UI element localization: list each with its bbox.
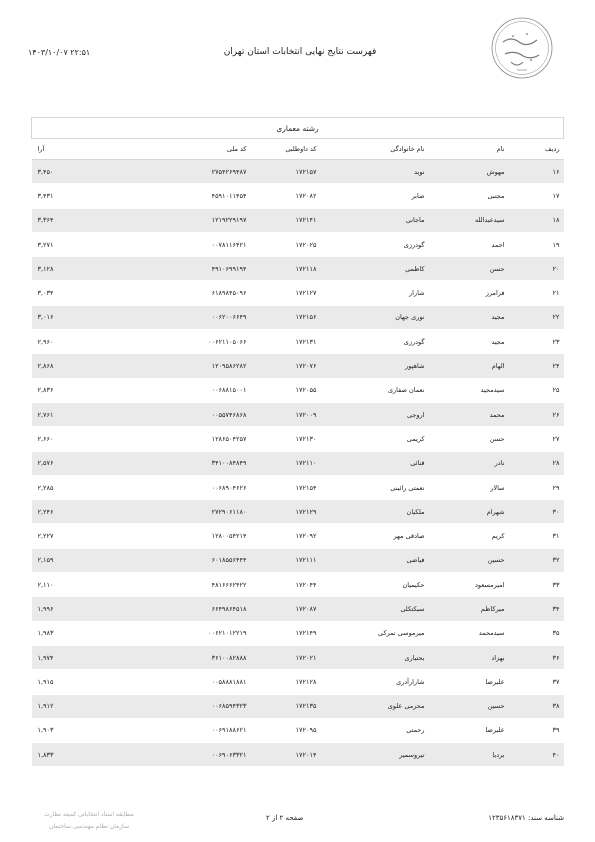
table-row [32,402,564,426]
cell-votes: ۱,۹۹۶ [32,597,136,621]
cell-national-id: ۰۰۶۲۰۰۶۶۴۹ [136,305,251,329]
cell-first-name: بردیا [429,743,509,767]
cell-row-number: ۴۰ [509,743,564,767]
cell-votes: ۱,۹۰۳ [32,718,136,742]
cell-first-name: نادر [429,451,509,475]
cell-last-name: اروجی [321,402,429,426]
cell-row-number: ۳۳ [509,573,564,597]
cell-candidate-code: ۱۷۲۰۵۵ [251,378,321,402]
cell-last-name: صادقی مهر [321,524,429,548]
cell-last-name: شاهپور [321,354,429,378]
cell-candidate-code: ۱۷۲۰۹۲ [251,524,321,548]
cell-candidate-code: ۱۷۲۱۱۱ [251,548,321,572]
table-row [32,718,564,742]
cell-row-number: ۲۹ [509,475,564,499]
cell-last-name: صابر [321,184,429,208]
cell-first-name: مهوش [429,160,509,184]
cell-last-name: میرموسی نمرکی [321,621,429,645]
cell-first-name: سیدمجید [429,378,509,402]
cell-last-name: ملکیان [321,500,429,524]
cell-row-number: ۳۴ [509,597,564,621]
cell-first-name: فرامرز [429,281,509,305]
table-row [32,597,564,621]
cell-national-id: ۰۰۶۲۱۱۰۵۰۶۶ [136,330,251,354]
table-row [32,354,564,378]
cell-national-id: ۶۰۱۸۵۵۶۴۴۴ [136,548,251,572]
cell-last-name: شارارآدری [321,670,429,694]
table-row [32,330,564,354]
cell-votes: ۳,۰۱۶ [32,305,136,329]
cell-votes: ۳,۴۵۰ [32,160,136,184]
report-date: ۱۴۰۳/۱۰/۰۷ ۲۲:۵۱ [28,48,91,57]
cell-candidate-code: ۱۷۲۱۵۷ [251,160,321,184]
cell-first-name: مجتبی [429,184,509,208]
cell-first-name: علیرضا [429,670,509,694]
cell-row-number: ۳۵ [509,621,564,645]
table-row [32,232,564,256]
cell-votes: ۱,۹۷۴ [32,645,136,669]
cell-last-name: نوری جهان [321,305,429,329]
cell-candidate-code: ۱۷۲۱۴۹ [251,621,321,645]
table-row [32,573,564,597]
cell-votes: ۱,۹۸۳ [32,621,136,645]
cell-row-number: ۱۹ [509,232,564,256]
cell-candidate-code: ۱۷۲۰۰۹ [251,402,321,426]
cell-national-id: ۰۰۶۲۱۰۱۲۲۱۹ [136,621,251,645]
cell-national-id: ۰۰۶۸۹۰۴۶۲۶ [136,475,251,499]
cell-national-id: ۰۰۶۸۵۹۴۳۲۳ [136,694,251,718]
group-title: رشته معماری [32,118,564,139]
document-number: شناسه سند: ۱۲۳۵۶۱۸۳۷۱ [488,814,564,822]
cell-votes: ۲,۷۶۱ [32,402,136,426]
cell-last-name: کریمی [321,427,429,451]
cell-first-name: سیدمحمد [429,621,509,645]
cell-candidate-code: ۱۷۲۱۳۰ [251,427,321,451]
cell-first-name: علیرضا [429,718,509,742]
cell-votes: ۲,۸۳۶ [32,378,136,402]
cell-first-name: حسن [429,257,509,281]
cell-national-id: ۱۲۱۹۲۲۹۱۹۷ [136,208,251,232]
cell-national-id: ۱۲۸۰۰۵۴۲۱۴ [136,524,251,548]
table-row [32,257,564,281]
cell-row-number: ۳۸ [509,694,564,718]
cell-votes: ۲,۵۷۶ [32,451,136,475]
col-header-first-name: نام [429,139,509,160]
cell-last-name: نعمان صفاری [321,378,429,402]
table-row [32,184,564,208]
cell-candidate-code: ۱۷۲۱۵۶ [251,305,321,329]
cell-row-number: ۳۲ [509,548,564,572]
cell-votes: ۲,۲۸۵ [32,475,136,499]
cell-votes: ۲,۲۴۶ [32,500,136,524]
cell-national-id: ۰۰۵۸۸۸۱۸۸۱ [136,670,251,694]
cell-national-id: ۶۱۸۹۸۴۵۰۹۶ [136,281,251,305]
col-header-national-id: کد ملی [136,139,251,160]
results-table-container [31,117,564,767]
cell-candidate-code: ۱۷۲۰۸۲ [251,184,321,208]
cell-row-number: ۲۸ [509,451,564,475]
results-table [31,117,564,767]
cell-first-name: احمد [429,232,509,256]
cell-votes: ۲,۱۱۰ [32,573,136,597]
cell-votes: ۳,۱۲۸ [32,257,136,281]
cell-first-name: میرکاظم [429,597,509,621]
cell-row-number: ۳۱ [509,524,564,548]
cell-votes: ۲,۲۲۷ [32,524,136,548]
cell-first-name: مجید [429,330,509,354]
cell-row-number: ۲۲ [509,305,564,329]
cell-candidate-code: ۱۷۲۱۳۵ [251,694,321,718]
cell-row-number: ۳۹ [509,718,564,742]
cell-national-id: ۴۸۱۶۶۶۲۴۲۲ [136,573,251,597]
cell-candidate-code: ۱۷۲۱۱۸ [251,257,321,281]
cell-row-number: ۲۴ [509,354,564,378]
cell-national-id: ۰۰۶۹۱۸۸۶۲۱ [136,718,251,742]
cell-row-number: ۱۸ [509,208,564,232]
cell-row-number: ۱۷ [509,184,564,208]
cell-national-id: ۱۲۸۶۵۰۴۲۵۷ [136,427,251,451]
cell-national-id: ۰۰۵۵۷۴۶۸۶۸ [136,402,251,426]
cell-last-name: محرمی علوی [321,694,429,718]
table-row [32,670,564,694]
cell-last-name: رحمتی [321,718,429,742]
cell-votes: ۱,۹۱۲ [32,694,136,718]
cell-row-number: ۲۵ [509,378,564,402]
page-title: فهرست نتایج نهایی انتخابات استان تهران [223,47,377,57]
cell-national-id: ۰۰۶۹۰۶۳۳۲۱ [136,743,251,767]
cell-last-name: قنائی [321,451,429,475]
cell-last-name: گودرزی [321,232,429,256]
cell-first-name: سالار [429,475,509,499]
cell-row-number: ۲۰ [509,257,564,281]
table-row [32,524,564,548]
cell-row-number: ۱۶ [509,160,564,184]
cell-last-name: ماجانی [321,208,429,232]
cell-national-id: ۲۷۵۴۲۶۹۴۸۷ [136,160,251,184]
cell-last-name: فیاضی [321,548,429,572]
cell-first-name: شهرام [429,500,509,524]
cell-candidate-code: ۱۷۲۰۱۴ [251,743,321,767]
cell-first-name: بهزاد [429,645,509,669]
cell-row-number: ۳۷ [509,670,564,694]
cell-national-id: ۱۲۰۹۵۸۶۲۸۲ [136,354,251,378]
col-header-candidate-code: کد داوطلبی [251,139,321,160]
cell-national-id: ۴۵۹۱۰۱۱۴۵۴ [136,184,251,208]
cell-candidate-code: ۱۷۲۰۲۵ [251,232,321,256]
footer-note: مطابقه اسناد انتخاباتی کمیته نظارت سازمان نظام مهندسی ساختمان [44,811,134,830]
col-header-row-number: ردیف [509,139,564,160]
table-row [32,694,564,718]
cell-votes: ۳,۳۶۴ [32,208,136,232]
table-row [32,305,564,329]
cell-votes: ۲,۹۶۰ [32,330,136,354]
table-row [32,427,564,451]
cell-last-name: کاظمی [321,257,429,281]
table-row [32,451,564,475]
cell-row-number: ۲۷ [509,427,564,451]
cell-first-name: حسن [429,427,509,451]
cell-first-name: حسین [429,548,509,572]
cell-candidate-code: ۱۷۲۱۲۹ [251,500,321,524]
cell-candidate-code: ۱۷۲۱۱۰ [251,451,321,475]
table-row [32,548,564,572]
cell-first-name: کریم [429,524,509,548]
cell-national-id: ۳۴۱۰۰۸۴۸۴۹ [136,451,251,475]
table-row [32,621,564,645]
cell-candidate-code: ۱۷۲۰۲۱ [251,645,321,669]
cell-national-id: ۶۶۴۹۸۶۴۵۱۸ [136,597,251,621]
cell-row-number: ۲۳ [509,330,564,354]
cell-candidate-code: ۱۷۲۱۲۷ [251,281,321,305]
table-row [32,475,564,499]
cell-row-number: ۳۰ [509,500,564,524]
cell-votes: ۳,۲۷۱ [32,232,136,256]
table-row [32,500,564,524]
table-row [32,645,564,669]
cell-first-name: الهام [429,354,509,378]
cell-last-name: شارار [321,281,429,305]
cell-national-id: ۰۰۶۸۸۱۵۰۰۱ [136,378,251,402]
cell-national-id: ۰۰۷۸۱۱۶۴۲۱ [136,232,251,256]
cell-first-name: حسین [429,694,509,718]
cell-votes: ۳,۴۳۱ [32,184,136,208]
cell-first-name: سیدعبدالله [429,208,509,232]
cell-row-number: ۲۱ [509,281,564,305]
cell-candidate-code: ۱۷۲۱۳۱ [251,330,321,354]
cell-candidate-code: ۱۷۲۱۵۴ [251,475,321,499]
cell-row-number: ۳۶ [509,645,564,669]
cell-votes: ۳,۰۳۴ [32,281,136,305]
cell-first-name: محمد [429,402,509,426]
cell-votes: ۲,۱۵۹ [32,548,136,572]
table-row [32,208,564,232]
cell-row-number: ۲۶ [509,402,564,426]
table-row [32,281,564,305]
cell-national-id: ۳۶۱۰۰۸۲۸۸۸ [136,645,251,669]
cell-candidate-code: ۱۷۲۰۷۶ [251,354,321,378]
cell-last-name: حکیمیان [321,573,429,597]
cell-last-name: تیروسمیر [321,743,429,767]
col-header-last-name: نام خانوادگی [321,139,429,160]
cell-votes: ۱,۹۱۵ [32,670,136,694]
col-header-votes: آرا [32,139,136,160]
seal-logo [489,12,555,96]
table-row [32,160,564,184]
table-body [32,160,564,767]
table-row [32,743,564,767]
cell-last-name: بحتیاری [321,645,429,669]
cell-candidate-code: ۱۷۲۰۴۴ [251,573,321,597]
cell-last-name: گودرزی [321,330,429,354]
cell-national-id: ۴۹۱۰۶۹۹۱۹۴ [136,257,251,281]
cell-first-name: مجید [429,305,509,329]
page-number: صفحه ۲ از ۲ [266,814,304,822]
cell-national-id: ۲۷۲۹۰۶۱۱۸۰ [136,500,251,524]
cell-last-name: نوید [321,160,429,184]
cell-votes: ۱,۸۳۳ [32,743,136,767]
cell-last-name: نعمتی رائینی [321,475,429,499]
cell-first-name: امیرمسعود [429,573,509,597]
cell-candidate-code: ۱۷۲۱۲۸ [251,670,321,694]
table-row [32,378,564,402]
cell-votes: ۲,۸۶۸ [32,354,136,378]
cell-votes: ۲,۶۶۰ [32,427,136,451]
cell-candidate-code: ۱۷۲۰۹۵ [251,718,321,742]
cell-last-name: سبکتکلی [321,597,429,621]
cell-candidate-code: ۱۷۲۰۸۷ [251,597,321,621]
cell-candidate-code: ۱۷۲۱۴۱ [251,208,321,232]
